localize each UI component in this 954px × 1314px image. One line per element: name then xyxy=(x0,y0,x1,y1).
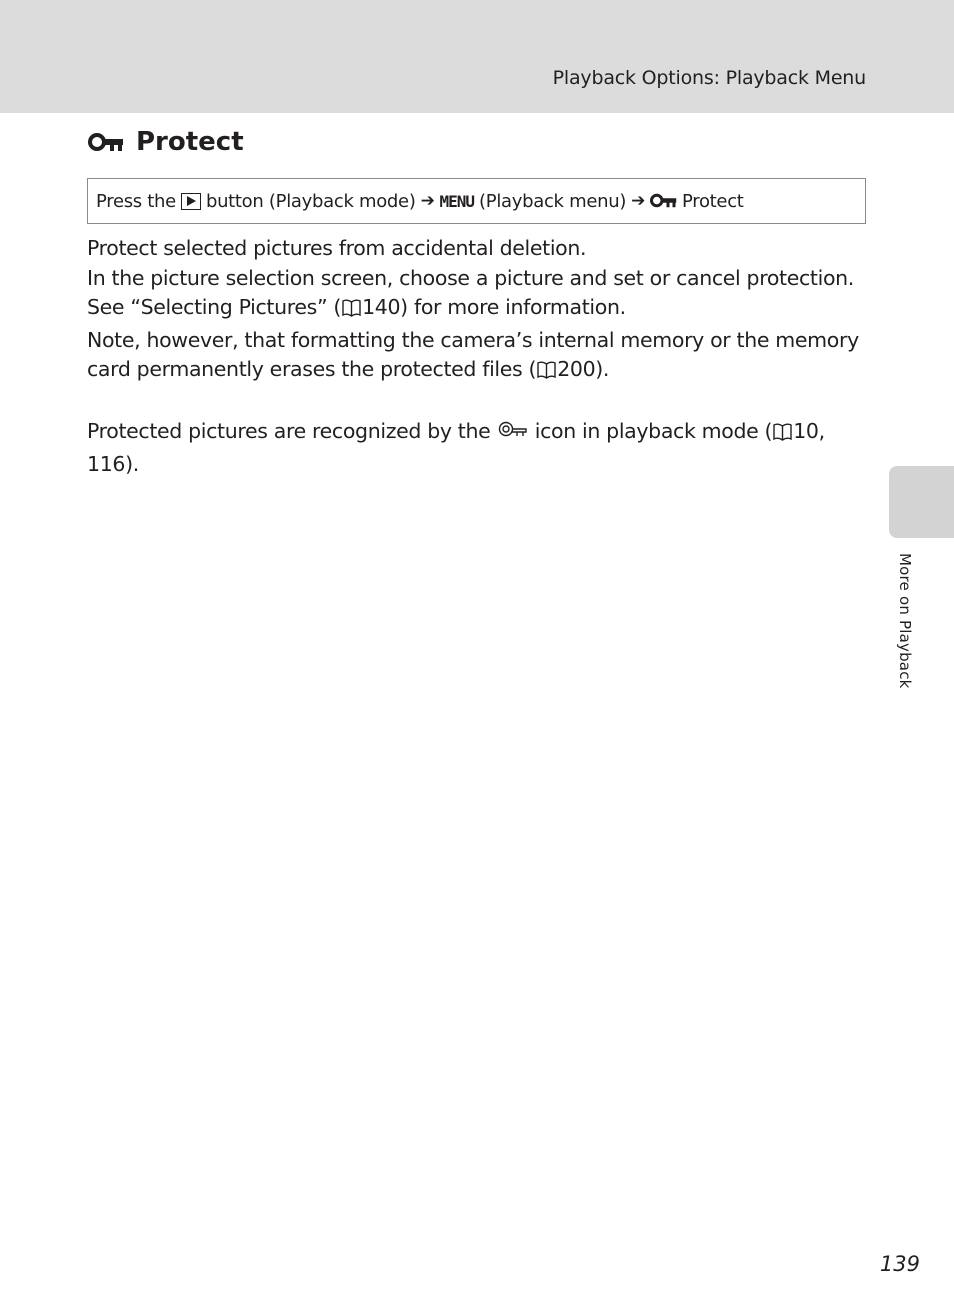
side-tab-label: More on Playback xyxy=(896,553,914,689)
arrow-icon: ➔ xyxy=(631,191,646,211)
body-text xyxy=(87,234,877,479)
running-head: Playback Options: Playback Menu xyxy=(552,67,866,89)
book-reference-icon xyxy=(342,296,361,326)
nav-button-mode: button (Playback mode) xyxy=(205,190,416,212)
navigation-path xyxy=(87,178,866,224)
header-band xyxy=(0,0,954,113)
side-tab xyxy=(889,466,954,538)
book-reference-icon xyxy=(773,420,792,450)
protect-status-icon xyxy=(498,420,528,450)
paragraph: Note, however, that formatting the camera’s internal memory or the memory card permanently erases the protected files ( 200). xyxy=(87,326,877,388)
arrow-icon: ➔ xyxy=(420,191,435,211)
paragraph: Protected pictures are recognized by the icon in playback mode ( 10, 116). xyxy=(87,419,825,476)
key-icon xyxy=(88,132,124,152)
paragraph: In the picture selection screen, choose a picture and set or cancel protection. See “Selecting Pictures” ( 140) for more information. xyxy=(87,264,877,326)
key-icon xyxy=(650,191,677,212)
book-reference-icon xyxy=(537,358,556,388)
paragraph: Protect selected pictures from accidental deletion. xyxy=(87,236,587,260)
nav-protect-label: Protect xyxy=(682,190,744,212)
menu-button-label: MENU xyxy=(439,191,475,211)
nav-menu-desc: (Playback menu) xyxy=(479,190,627,212)
page-title: Protect xyxy=(136,127,244,157)
playback-button-icon xyxy=(181,193,201,210)
page-number: 139 xyxy=(879,1252,920,1276)
section-title xyxy=(88,124,244,160)
nav-press-the: Press the xyxy=(96,190,176,212)
